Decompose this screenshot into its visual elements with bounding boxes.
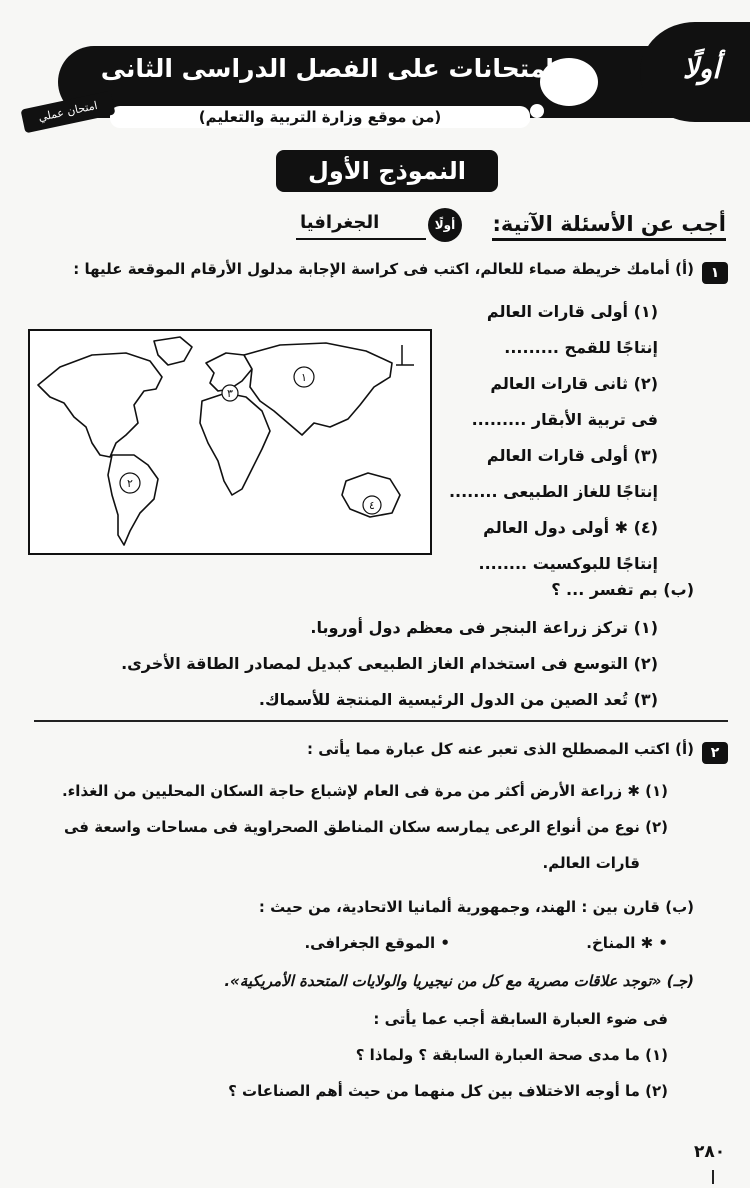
q2-c-item-2: (٢) ما أوجه الاختلاف بين كل منهما من حيث أهم الصناعات ؟: [228, 1082, 668, 1100]
q1-explain-2: (٢) التوسع فى استخدام الغاز الطبيعى كبديل لمصادر الطاقة الأخرى.: [121, 654, 658, 673]
q2-compare-1: • ✱ المناخ.: [586, 934, 668, 952]
page-subtitle: (من موقع وزارة التربية والتعليم): [110, 106, 530, 128]
q1-part-a: (أ) أمامك خريطة صماء للعالم، اكتب فى كراسة الإجابة مدلول الأرقام الموقعة عليها :: [73, 260, 694, 278]
question-number-2: ٢: [702, 742, 728, 764]
page-title: امتحانات على الفصل الدراسى الثانى: [100, 54, 554, 83]
subject-underline: [296, 238, 426, 240]
q1-item-4-line2: إنتاجًا للبوكسيت ........: [478, 554, 658, 573]
world-map: [28, 329, 432, 555]
map-label-1: ١: [301, 371, 307, 384]
map-label-3: ٣: [227, 387, 233, 400]
north-america-shape: [38, 353, 162, 457]
subject-name: الجغرافيا: [300, 212, 380, 233]
instruction-underline: [492, 238, 726, 241]
q2-compare-2: • الموقع الجغرافى.: [304, 934, 450, 952]
q1-item-3-line2: إنتاجًا للغاز الطبيعى ........: [448, 482, 658, 501]
q1-explain-1: (١) تركز زراعة البنجر فى معظم دول أوروبا.: [310, 618, 658, 637]
question-divider: [34, 720, 728, 722]
q2-c-item-1: (١) ما مدى صحة العبارة السابقة ؟ ولماذا ؟: [355, 1046, 668, 1064]
q1-part-b: (ب) بم تفسر ... ؟: [551, 580, 694, 599]
q2-term-2-cont: قارات العالم.: [542, 854, 640, 872]
instruction-text: أجب عن الأسئلة الآتية:: [492, 212, 726, 236]
q1-item-1-line1: (١) أولى قارات العالم: [486, 302, 658, 321]
map-label-2: ٢: [127, 477, 133, 490]
section-badge: [640, 22, 750, 122]
q1-item-2-line1: (٢) ثانى قارات العالم: [490, 374, 658, 393]
side-tag: امتحان عملي: [21, 91, 116, 134]
section-badge-label: أولًا: [682, 52, 720, 85]
south-america-shape: [108, 455, 158, 545]
q1-item-3-line1: (٣) أولى قارات العالم: [486, 446, 658, 465]
subject-badge: أولًا: [428, 208, 462, 242]
bubble-dot-decoration: [530, 104, 544, 118]
instruction-heading: [492, 212, 726, 241]
q2-term-1: (١) ✱ زراعة الأرض أكثر من مرة فى العام لإشباع حاجة السكان المحليين من الغذاء.: [61, 782, 668, 800]
question-number-1: ١: [702, 262, 728, 284]
q2-context: فى ضوء العبارة السابقة أجب عما يأتى :: [373, 1010, 668, 1028]
q2-term-2: (٢) نوع من أنواع الرعى يمارسه سكان المناطق الصحراوية فى مساحات واسعة فى: [63, 818, 668, 836]
africa-shape: [200, 393, 270, 495]
q2-part-c: (جـ) «توجد علاقات مصرية مع كل من نيجيريا والولايات المتحدة الأمريكية».: [224, 972, 694, 990]
q1-explain-3: (٣) تُعد الصين من الدول الرئيسية المنتجة للأسماك.: [258, 690, 658, 709]
q1-item-2-line2: فى تربية الأبقار .........: [471, 410, 658, 429]
greenland-shape: [154, 337, 192, 365]
q2-part-b: (ب) قارن بين : الهند، وجمهورية ألمانيا الاتحادية، من حيث :: [258, 898, 694, 916]
q1-item-1-line2: إنتاجًا للقمح .........: [504, 338, 658, 357]
world-map-drawing: [30, 331, 430, 553]
q1-item-4-line1: (٤) ✱ أولى دول العالم: [483, 518, 658, 537]
page-number: ٢٨٠: [694, 1142, 726, 1162]
q2-part-a: (أ) اكتب المصطلح الذى تعبر عنه كل عبارة مما يأتى :: [307, 740, 694, 758]
page-tick: [712, 1170, 714, 1184]
map-label-4: ٤: [369, 499, 375, 512]
model-title: النموذج الأول: [276, 150, 498, 192]
